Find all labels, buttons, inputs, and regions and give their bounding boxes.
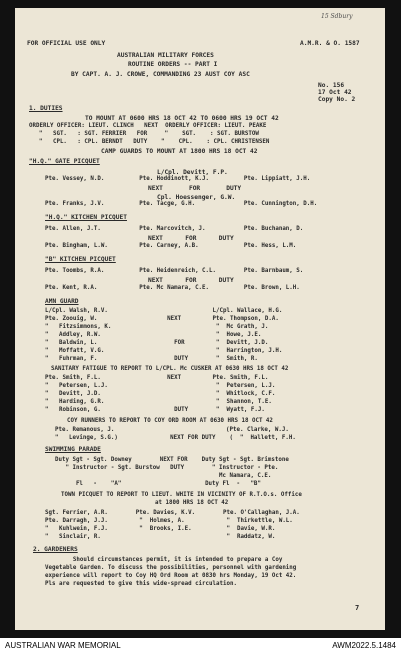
amr-reference: A.M.R. & O. 1587 xyxy=(300,40,360,47)
section-gardeners-heading: 2. GARDENERS xyxy=(33,546,78,553)
copy-number: Copy No. 2 xyxy=(318,96,356,103)
camp-guards-line: CAMP GUARDS TO MOUNT AT 1800 HRS 18 OCT 42 xyxy=(101,148,258,155)
order-date: 17 Oct 42 xyxy=(318,89,352,96)
footer-credit: AUSTRALIAN WAR MEMORIAL xyxy=(5,641,121,650)
town-picquet-line: TOWN PICQUET TO REPORT TO LIEUT. WHITE IN VICINITY OF R.T.O.s. Office xyxy=(61,492,302,498)
gardeners-text-line: experience will report to Coy HQ Ord Room at 0830 hrs Monday, 19 Oct 42. xyxy=(45,573,297,579)
amn-guard-line: " Fitzsimmons, K. " Mc Grath, J. xyxy=(45,324,269,330)
gardeners-text-line: Should circumstances permit, it is intended to prepare a Coy xyxy=(45,557,283,563)
amn-guard-line: Pte. Zoouig, W. NEXT Pte. Thompson, D.A. xyxy=(45,316,279,322)
gate-line: Cpl. Hoessenger, G.W. xyxy=(157,194,236,201)
swimming-line: " Instructor - Sgt. Burstow DUTY " Instructor - Pte. xyxy=(55,465,279,471)
swimming-line: Duty Sgt - Sgt. Downey NEXT FOR Duty Sgt - Sgt. Brimstone xyxy=(55,457,289,463)
town-picquet-row: " Sinclair, R. " Raddatz, W. xyxy=(45,534,276,540)
hq-kitchen-heading: "H.Q." KITCHEN PICQUET xyxy=(45,214,127,221)
commander-line: BY CAPT. A. J. CROWE, COMMANDING 23 AUST COY ASC xyxy=(71,71,250,78)
swimming-line: Mc Namara, C.E. xyxy=(55,473,272,479)
sanitary-line: " Robinson, G. DUTY " Wyatt, F.J. xyxy=(45,407,265,413)
amn-guard-line: " Moffatt, V.G. " Harrington, J.H. xyxy=(45,348,283,354)
sanitary-fatigue-line: SANITARY FATIGUE TO REPORT TO L/CPL. Mc CUSKER AT 0630 HRS 18 OCT 42 xyxy=(51,366,289,372)
page-mark: 7 xyxy=(355,604,360,612)
gardeners-text-line: Pls are requested to give this wide-spread circulation. xyxy=(45,581,237,587)
gate-line: L/Cpl. Devitt, F.P. xyxy=(157,169,228,176)
gardeners-text-line: Vegetable Garden. To discuss the possibilities, personnel with gardening xyxy=(45,565,297,571)
sanitary-line: Pte. Smith, F.L. NEXT Pte. Smith, F.L. xyxy=(45,375,269,381)
runners-line: " Levinge, S.G.) NEXT FOR DUTY ( " Hallett, F.H. xyxy=(55,435,296,441)
sanitary-line: " Devitt, J.D. " Whitlock, C.F. xyxy=(45,391,276,397)
b-kitchen-heading: "B" KITCHEN PICQUET xyxy=(45,256,116,263)
town-picquet-row: Pte. Darragh, J.J. " Holmes, A. " Thirkettle, W.L. xyxy=(45,518,293,524)
footer-accession-number: AWM2022.5.1484 xyxy=(332,641,396,650)
swimming-parade-heading: SWIMMING PARADE xyxy=(45,446,101,453)
handwritten-note: 15 Sdbury xyxy=(321,13,353,20)
hq-kitchen-line: Pte. Bingham, L.W. Pte. Carney, A.B. Pte. Hess, L.M. xyxy=(45,243,297,249)
orderly-sgt-row: " SGT. : SGT. FERRIER FOR " SGT. : SGT. BURSTOW xyxy=(39,131,259,137)
orderly-officer-row: ORDERLY OFFICER: LIEUT. CLINCH NEXT ORDERLY OFFICER: LIEUT. PEAKE xyxy=(29,123,267,129)
town-picquet-time: at 1800 HRS 18 OCT 42 xyxy=(155,500,229,506)
hq-kitchen-line: Pte. Allen, J.T. Pte. Marcovitch, J. Pte. Buchanan, D. xyxy=(45,226,304,232)
amn-guard-line: L/Cpl. Walsh, R.V. L/Cpl. Wallace, H.G. xyxy=(45,308,283,314)
b-kitchen-line: NEXT FOR DUTY xyxy=(148,277,234,284)
gate-line: Pte. Franks, J.V. Pte. Tacge, G.H. Pte. Cunnington, D.H. xyxy=(45,201,318,207)
unit-name: AUSTRALIAN MILITARY FORCES xyxy=(117,52,214,59)
document-page xyxy=(15,8,385,630)
gate-line: Pte. Vessey, N.D. Pte. Hoddinott, K.J. Pte. Lippiatt, J.H. xyxy=(45,176,311,182)
b-kitchen-line: Pte. Toombs, R.A. Pte. Heidenreich, C.L. Pte. Barnbaum, S. xyxy=(45,268,304,274)
amn-guard-line: " Baldwin, L. FOR " Devitt, J.D. xyxy=(45,340,269,346)
runners-line: Pte. Remanous, J. (Pte. Clarke, W.J. xyxy=(55,427,289,433)
hq-kitchen-line: NEXT FOR DUTY xyxy=(148,235,234,242)
orderly-cpl-row: " CPL. : CPL. BERNDT DUTY " CPL. : CPL. CHRISTENSEN xyxy=(39,139,270,145)
order-number: No. 156 xyxy=(318,82,345,89)
swimming-line: Fl - "A" Duty Fl - "B" xyxy=(55,481,261,487)
town-picquet-row: " Kuhlwein, F.J. " Brooks, I.E. " Davie, W.R. xyxy=(45,526,276,532)
amn-guard-line: " Addley, R.W. " Howe, J.E. xyxy=(45,332,262,338)
classification: FOR OFFICIAL USE ONLY xyxy=(27,40,106,47)
sanitary-line: " Petersen, L.J. " Petersen, L.J. xyxy=(45,383,276,389)
amn-guard-line: " Fuhrman, F. DUTY " Smith, R. xyxy=(45,356,258,362)
document-title: ROUTINE ORDERS -- PART I xyxy=(128,61,218,68)
town-picquet-row: Sgt. Ferrier, A.R. Pte. Davies, K.V. Pte. O'Callaghan, J.A. xyxy=(45,510,300,516)
sanitary-line: " Harding, G.R. " Shannon, T.E. xyxy=(45,399,272,405)
gate-picquet-heading: "H.Q." GATE PICQUET xyxy=(29,158,100,165)
footer-bar xyxy=(0,638,401,653)
mount-line: TO MOUNT AT 0600 HRS 18 OCT 42 TO 0600 HRS 19 OCT 42 xyxy=(85,115,279,122)
section-duties-heading: 1. DUTIES xyxy=(29,105,63,112)
gate-line: NEXT FOR DUTY xyxy=(148,185,242,192)
amn-guard-heading: AMN GUARD xyxy=(45,298,79,305)
coy-runners-line: COY RUNNERS TO REPORT TO COY ORD ROOM AT 0630 HRS 18 OCT 42 xyxy=(67,418,273,424)
b-kitchen-line: Pte. Kent, R.A. Pte. Mc Namara, C.E. Pte. Brown, L.H. xyxy=(45,285,300,291)
